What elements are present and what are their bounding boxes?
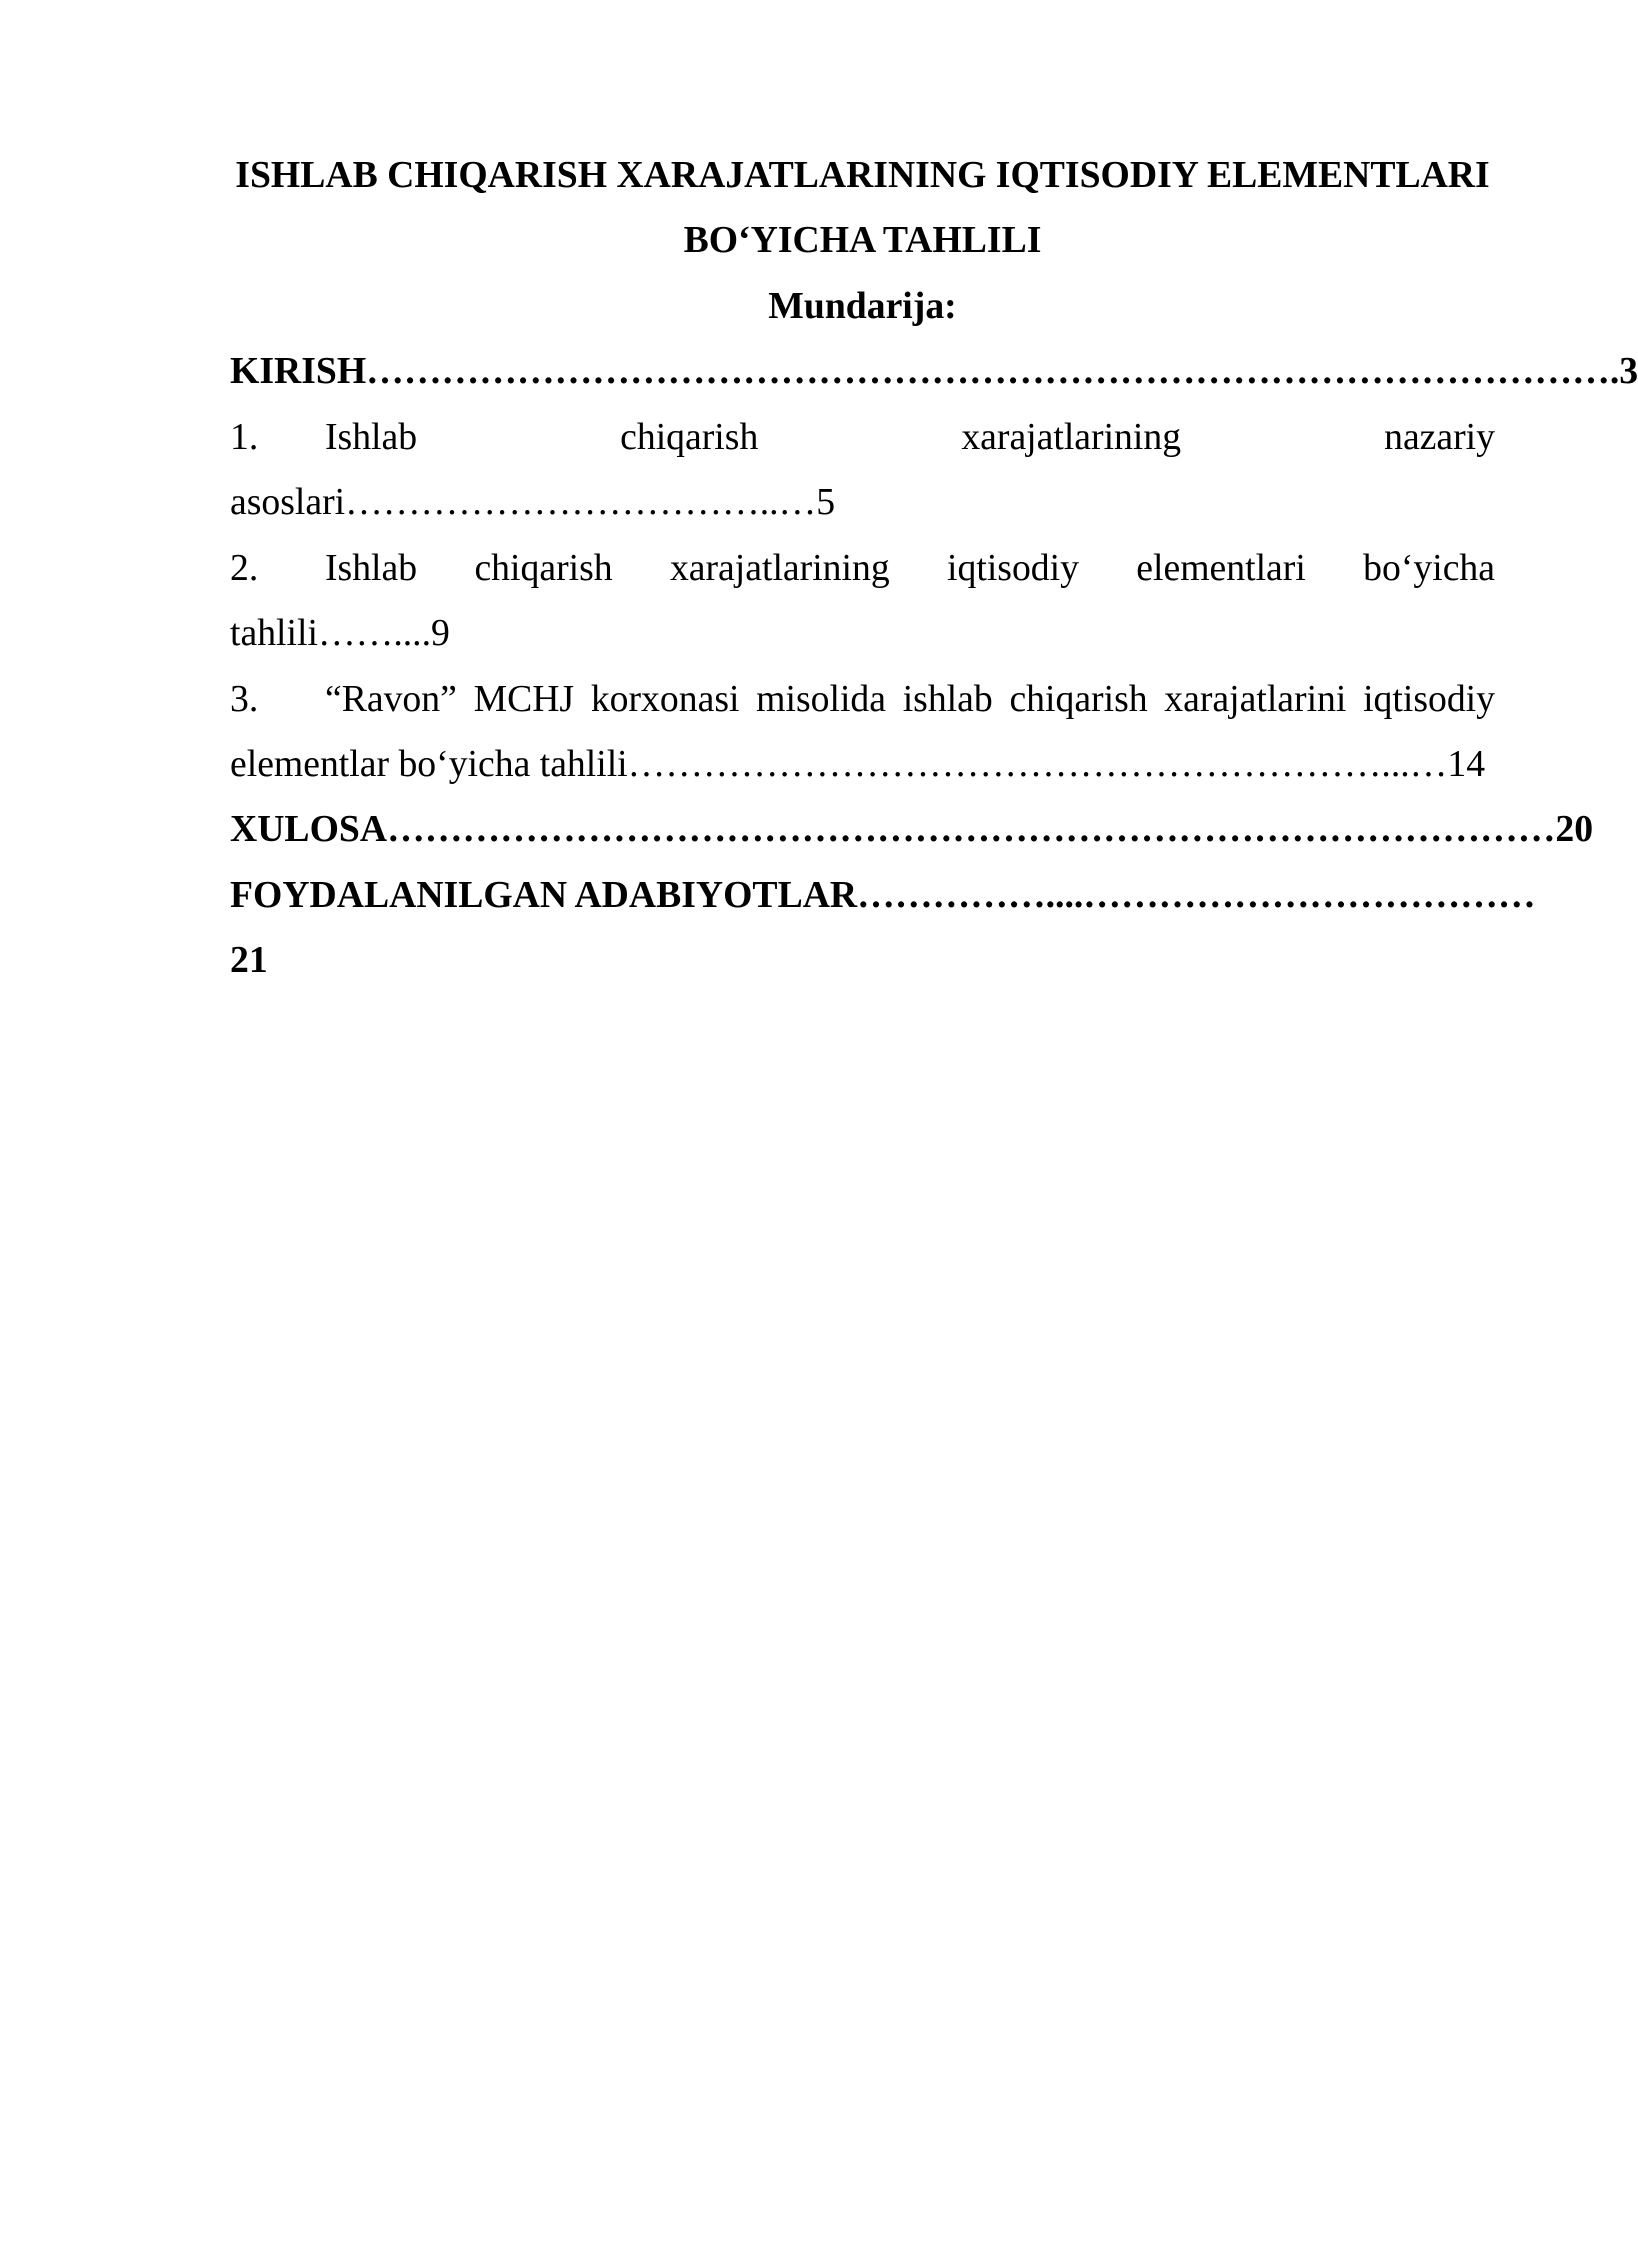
toc-entry-2-line-1 — [230, 536, 1495, 601]
toc-entry-title-continuation: asoslari — [230, 481, 346, 524]
toc-leader: ……………………………..… — [345, 481, 817, 524]
toc-entry-3-line-1 — [230, 667, 1495, 732]
toc-entry-number: 1. — [230, 415, 259, 458]
toc-entry-xulosa — [230, 797, 1594, 862]
toc-entry-label: XULOSA — [230, 808, 388, 851]
toc-entry-title: Ishlab chiqarish xarajatlarining nazariy — [325, 415, 1495, 458]
toc-entry-3-line-2 — [230, 732, 1495, 797]
toc-entry-references-line-2 — [230, 928, 1495, 993]
toc-heading: Mundarija: — [768, 284, 957, 327]
toc-entry-kirish — [230, 339, 1638, 404]
document-body — [230, 143, 1638, 994]
toc-page-number: 5 — [816, 481, 836, 524]
toc-entry-1-line-2 — [230, 470, 1495, 535]
toc-page-number: 3 — [1619, 350, 1638, 393]
toc-page-number: 21 — [230, 939, 268, 982]
toc-page-number: 14 — [1447, 742, 1486, 785]
toc-leader: ………………………………………………………………………………… — [387, 808, 1556, 851]
toc-page-number: 9 — [431, 612, 450, 655]
toc-entry-label: FOYDALANILGAN ADABIYOTLAR — [230, 873, 858, 916]
toc-entry-title-continuation: elementlar bo‘yicha tahlili — [230, 742, 628, 785]
toc-entry-title: Ishlab chiqarish xarajatlarining iqtisodiy elementlari bo‘yicha — [325, 546, 1495, 589]
toc-entry-label: KIRISH — [230, 350, 367, 393]
toc-entry-number: 3. — [230, 677, 259, 720]
document-title-line-2: BO‘YICHA TAHLILI — [683, 219, 1042, 262]
toc-leader: …….... — [317, 612, 431, 655]
toc-leader: ……………………………………………………...… — [627, 742, 1448, 785]
toc-entry-title: “Ravon” MCHJ korxonasi misolida ishlab chiqarish xarajatlarini iqtisodiy — [325, 677, 1495, 720]
toc-entry-references-line-1 — [230, 863, 1536, 928]
toc-entry-1-line-1 — [230, 405, 1495, 470]
toc-entry-2-line-2 — [230, 601, 1495, 666]
toc-entry-number: 2. — [230, 546, 259, 589]
toc-page-number: 20 — [1555, 808, 1594, 851]
toc-entry-title-continuation: tahlili — [230, 612, 318, 655]
toc-leader: ……………....……………………………… — [857, 873, 1536, 916]
toc-leader: ………………………………………………………………………………………. — [366, 350, 1620, 393]
document-title-line-1: ISHLAB CHIQARISH XARAJATLARINING IQTISODIY ELEMENTLARI — [235, 154, 1490, 196]
